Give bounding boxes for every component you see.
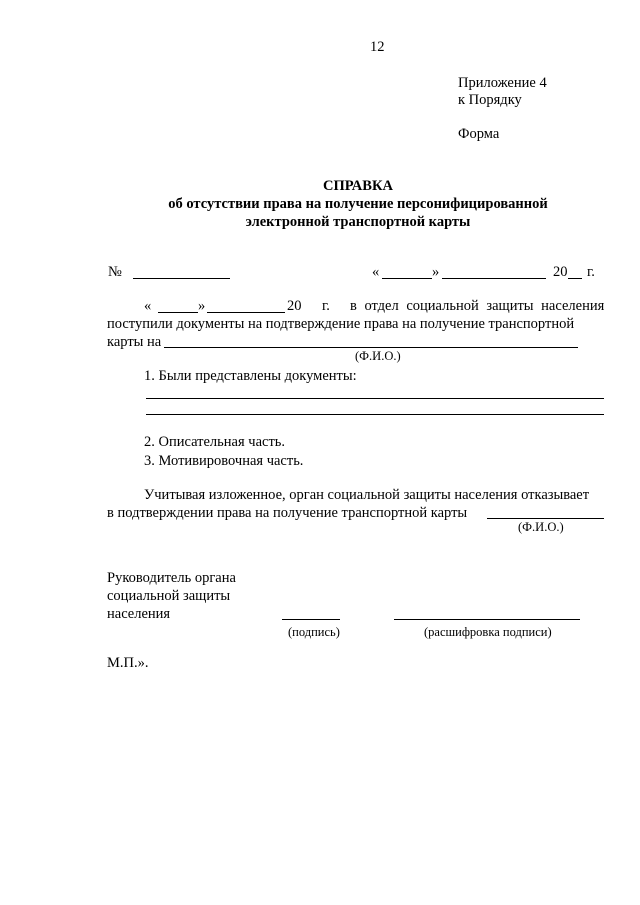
- para2-line1: Учитывая изложенное, орган социальной защиты населения отказывает: [144, 487, 590, 503]
- para1-day-line: [158, 312, 198, 313]
- para1-year-prefix: 20: [287, 298, 302, 314]
- item-1-text: 1. Были представлены документы:: [144, 368, 357, 384]
- para1-close-quote: »: [198, 298, 206, 314]
- fio-line-2: [487, 518, 604, 519]
- date-year-line: [568, 278, 582, 279]
- signatory-title-1: Руководитель органа: [107, 570, 236, 586]
- stamp-place: М.П.».: [107, 655, 149, 671]
- annex-line-1: Приложение 4: [458, 75, 547, 91]
- date-day-line: [382, 278, 432, 279]
- fio-line-1: [164, 347, 578, 348]
- para1-month-line: [207, 312, 285, 313]
- date-month-line: [442, 278, 546, 279]
- document-subtitle-2: электронной транспортной карты: [245, 214, 471, 230]
- para1-year-suffix: г.: [322, 298, 330, 314]
- date-open-quote: «: [372, 264, 380, 280]
- signature-caption: (подпись): [288, 625, 340, 639]
- signature-decode-line: [394, 619, 580, 620]
- signature-decode-caption: (расшифровка подписи): [424, 625, 552, 639]
- document-subtitle-1: об отсутствии права на получение персонифицированной: [168, 196, 548, 212]
- number-field-line: [133, 278, 230, 279]
- signatory-title-2: социальной защиты: [107, 588, 231, 604]
- item-2-text: 2. Описательная часть.: [144, 434, 286, 450]
- date-close-quote: »: [432, 264, 440, 280]
- documents-line-2: [146, 414, 604, 415]
- date-year-prefix: 20: [553, 264, 568, 280]
- para1-line3-text: карты на: [107, 334, 162, 350]
- signature-line: [282, 619, 340, 620]
- documents-line-1: [146, 398, 604, 399]
- signatory-title-3: населения: [107, 606, 171, 622]
- number-sign: №: [108, 264, 122, 280]
- document-heading: СПРАВКА: [323, 178, 393, 194]
- annex-line-2: к Порядку: [458, 92, 522, 108]
- page-number: 12: [370, 39, 385, 55]
- para2-line2: в подтверждении права на получение транспортной карты: [107, 505, 468, 521]
- para1-open-quote: «: [144, 298, 152, 314]
- form-label: Форма: [458, 126, 500, 142]
- fio-caption-1: (Ф.И.О.): [355, 349, 401, 363]
- fio-caption-2: (Ф.И.О.): [518, 520, 564, 534]
- para1-line2-text: поступили документы на подтверждение права на получение транспортной: [107, 316, 575, 332]
- item-3-text: 3. Мотивировочная часть.: [144, 453, 304, 469]
- date-year-suffix: г.: [587, 264, 595, 280]
- para1-line1-text: в отдел социальной защиты населения: [350, 298, 605, 314]
